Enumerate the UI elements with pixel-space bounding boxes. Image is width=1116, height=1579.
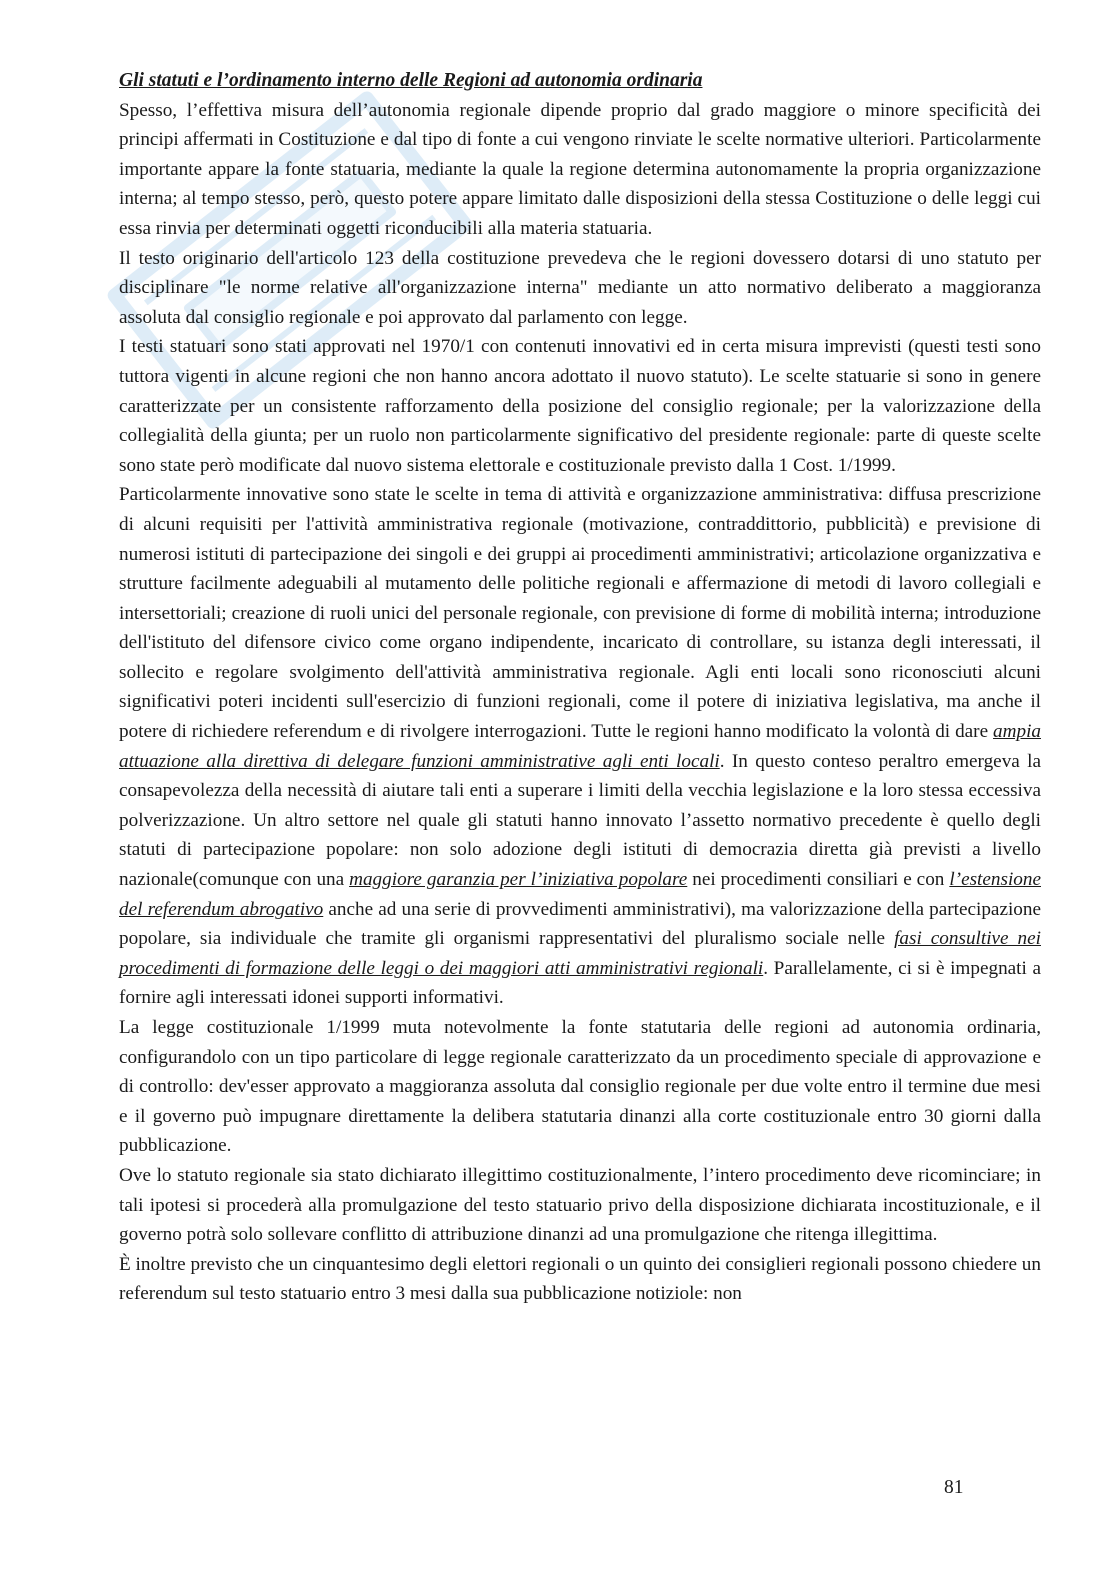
paragraph-1: Spesso, l’effettiva misura dell’autonomia regionale dipende proprio dal grado maggiore o minore specificità dei principi affermati in Costituzione e dal tipo di fonte a cui vengono rinviate le scelte normative ulteriori. Particolarmente importante appare la fonte statuaria, mediante la quale la regione determina autonomamente la propria organizzazione interna; al tempo stesso, però, questo potere appare limitato dalle disposizioni della stessa Costituzione o delle leggi cui essa rinvia per determinati oggetti riconducibili alla materia statuaria.: [119, 99, 1041, 239]
paragraph-4-text-a: Particolarmente innovative sono state le scelte in tema di attività e organizzazione amministrativa: diffusa prescrizione di alcuni requisiti per l'attività amministrativa regionale (motivazione, contraddittorio, pubblicità) e previsione di numerosi istituti di partecipazione dei singoli e dei gruppi ai procedimenti amministrativi; articolazione organizzativa e strutture facilmente adeguabili al mutamento delle politiche regionali e affermazione di metodi di lavoro collegiali e intersettoriali; creazione di ruoli unici del personale regionale, con previsione di forme di mobilità interna; introduzione dell'istituto del difensore civico come organo indipendente, incaricato di controllare, su istanza degli interessati, il sollecito e regolare svolgimento dell'attività amministrativa regionale. Agli enti locali sono riconosciuti alcuni significativi poteri incidenti sull'esercizio di funzioni regionali, come il potere di iniziativa legislativa, ma anche il potere di richiedere referendum e di rivolgere interrogazioni. Tutte le regioni hanno modificato la volontà di dare: [119, 484, 1041, 743]
page-number: 81: [944, 1477, 964, 1498]
document-page: [119, 66, 1041, 1309]
paragraph-4: [119, 480, 1041, 1013]
section-title: Gli statuti e l’ordinamento interno delle Regioni ad autonomia ordinaria: [119, 70, 703, 91]
paragraph-5: La legge costituzionale 1/1999 muta notevolmente la fonte statutaria delle regioni ad autonomia ordinaria, configurandolo con un tipo particolare di legge regionale caratterizzato da un procedimento speciale di approvazione e di controllo: dev'esser approvato a maggioranza assoluta dal consiglio regionale per due volte entro il termine due mesi e il governo può impugnare direttamente la delibera statutaria dinanzi alla corte costituzionale entro 30 giorni dalla pubblicazione.: [119, 1017, 1041, 1157]
paragraph-4-text-d: anche ad una serie di provvedimenti amministrativi), ma valorizzazione della partecipazione popolare, sia individuale che tramite gli organismi rappresentativi del pluralismo sociale nelle: [119, 898, 1042, 950]
paragraph-7: È inoltre previsto che un cinquantesimo degli elettori regionali o un quinto dei consiglieri regionali possono chiedere un referendum sul testo statuario entro 3 mesi dalla sua pubblicazione notiziole: non: [119, 1253, 1041, 1305]
paragraph-4-text-c: nei procedimenti consiliari e con: [687, 869, 950, 891]
underlined-phrase-4: fasi consultive nei procedimenti di formazione delle leggi o dei maggiori atti amministrativi regionali: [119, 928, 1041, 979]
underlined-phrase-3: l’estensione del referendum abrogativo: [119, 869, 1041, 920]
underlined-phrase-1: ampia attuazione alla direttiva di delegare funzioni amministrative agli enti locali: [119, 721, 1041, 772]
underlined-phrase-2: maggiore garanzia per l’iniziativa popolare: [349, 869, 688, 891]
paragraph-3: I testi statuari sono stati approvati nel 1970/1 con contenuti innovativi ed in certa misura imprevisti (questi testi sono tuttora vigenti in alcune regioni che non hanno ancora adottato il nuovo statuto). Le scelte statuarie si sono in genere caratterizzate per un consistente rafforzamento della posizione del consiglio regionale; per la valorizzazione della collegialità della giunta; per un ruolo non particolarmente significativo del presidente regionale: parte di queste scelte sono state però modificate dal nuovo sistema elettorale e costituzionale previsto dalla 1 Cost. 1/1999.: [119, 336, 1041, 476]
paragraph-4-text-e: . Parallelamente, ci si è impegnati a fornire agli interessati idonei supporti informativi.: [119, 957, 1041, 1009]
paragraph-6: Ove lo statuto regionale sia stato dichiarato illegittimo costituzionalmente, l’intero procedimento deve ricominciare; in tali ipotesi si procederà alla promulgazione del testo statuario privo della disposizione dichiarata incostituzionale, e il governo potrà solo sollevare conflitto di attribuzione dinanzi ad una promulgazione che ritenga illegittima.: [119, 1164, 1041, 1246]
paragraph-4-text-b: . In questo conteso peraltro emergeva la consapevolezza della necessità di aiutare tali enti a superare i limiti della vecchia legislazione e la loro stessa eccessiva polverizzazione. Un altro settore nel quale gli statuti hanno innovato l’assetto normativo precedente è quello degli statuti di partecipazione popolare: non solo adozione degli istituti di democrazia diretta già previsti a livello nazionale(comunque con una: [119, 750, 1041, 891]
paragraph-2: Il testo originario dell'articolo 123 della costituzione prevedeva che le regioni dovessero dotarsi di uno statuto per disciplinare "le norme relative all'organizzazione interna" mediante un atto normativo deliberato a maggioranza assoluta dal consiglio regionale e poi approvato dal parlamento con legge.: [119, 247, 1041, 328]
